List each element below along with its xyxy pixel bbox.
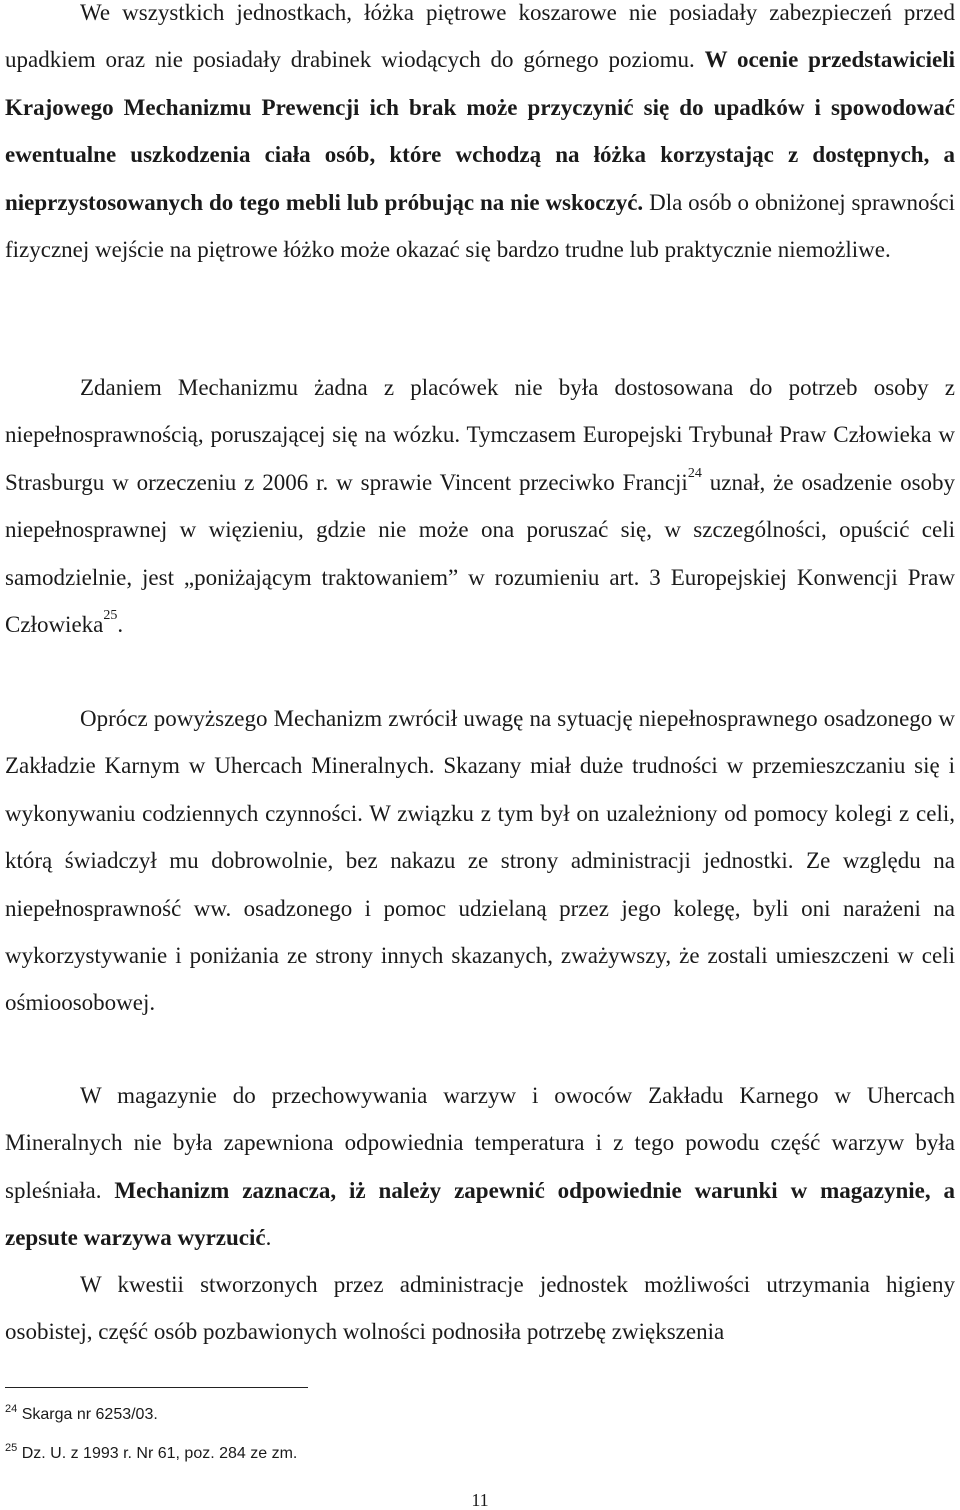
paragraph-uherce-inmate [5,695,955,1027]
footnote-number: 25 [5,1442,18,1454]
paragraph-disability-access [5,364,955,648]
paragraph-hygiene [5,1261,955,1356]
paragraph-text: Dla osób o obniżonej sprawności fizycznej wejście na piętrowe łóżko może okazać się bardzo trudne lub praktycznie niemożliwe. [5,189,955,263]
paragraph-text: W kwestii stworzonych przez administracje jednostek możliwości utrzymania higieny osobistej, część osób pozbawionych wolności podnosiła potrzebę zwiększenia [5,1272,955,1345]
paragraph-text: W magazynie do przechowywania warzyw i owoców Zakładu Karnego w Uhercach Mineralnych nie była zapewniona odpowiednia temperatura i z tego powodu część warzyw była spleśniała. [5,1083,955,1203]
paragraph-text: Zdaniem Mechanizmu żadna z placówek nie była dostosowana do potrzeb osoby z niepełnosprawnością, poruszającej się na wózku. Tymczasem Europejski Trybunał Praw Człowieka w Strasburgu w orzeczeniu z 2006 r. w sprawie Vincent przeciwko Francji [5,375,955,495]
footnote-text: Skarga nr 6253/03. [21,1406,158,1423]
footnote-ref: 25 [103,608,118,624]
paragraph-text: . [265,1225,272,1251]
paragraph-text: We wszystkich jednostkach, łóżka piętrowe koszarowe nie posiadały zabezpieczeń przed upadkiem oraz nie posiadały drabinek wiodących do górnego poziomu. [5,0,955,73]
paragraph-text: uznał, że osadzenie osoby niepełnosprawnej w więzieniu, gdzie nie może ona poruszać się, w szczególności, opuścić celi samodzielnie, jest „poniżającym traktowaniem” w rozumieniu art. 3 Europejskiej Konwencji Praw Człowieka [5,469,956,638]
paragraph-text: Oprócz powyższego Mechanizm zwrócił uwagę na sytuację niepełnosprawnego osadzonego w Zakładzie Karnym w Uhercach Mineralnych. Skazany miał duże trudności w przemieszczaniu się i wykonywaniu codziennych czynności. W związku z tym był on uzależniony od pomocy kolegi z celi, którą świadczył mu dobrowolnie, bez nakazu ze strony administracji jednostki. Ze względu na niepełnosprawność ww. osadzonego i pomoc udzielaną przez jego kolegę, byli oni narażeni na wykorzystywanie i poniżania ze strony innych skazanych, zważywszy, że zostali umieszczeni w celi ośmioosobowej. [5,706,955,1016]
paragraph-warehouse [5,1072,955,1262]
footnote-25 [5,1444,297,1464]
footnote-number: 24 [5,1403,18,1415]
page-number: 11 [471,1490,489,1510]
paragraph-bunk-beds [5,0,955,273]
footnote-text: Dz. U. z 1993 r. Nr 61, poz. 284 ze zm. [21,1445,298,1462]
footnote-separator [5,1387,308,1388]
footnote-24 [5,1405,158,1425]
paragraph-bold-text: W ocenie przedstawicieli Krajowego Mechanizmu Prewencji ich brak może przyczynić się do upadków i spowodować ewentualne uszkodzenia ciała osób, które wchodzą na łóżka korzystając z dostępnych, a nieprzystosowanych do tego mebli lub próbując na nie wskoczyć. [5,47,956,215]
paragraph-bold-text: Mechanizm zaznacza, iż należy zapewnić odpowiednie warunki w magazynie, a zepsute warzywa wyrzucić [5,1177,956,1251]
footnote-ref: 24 [687,465,702,481]
paragraph-text: . [117,612,124,638]
